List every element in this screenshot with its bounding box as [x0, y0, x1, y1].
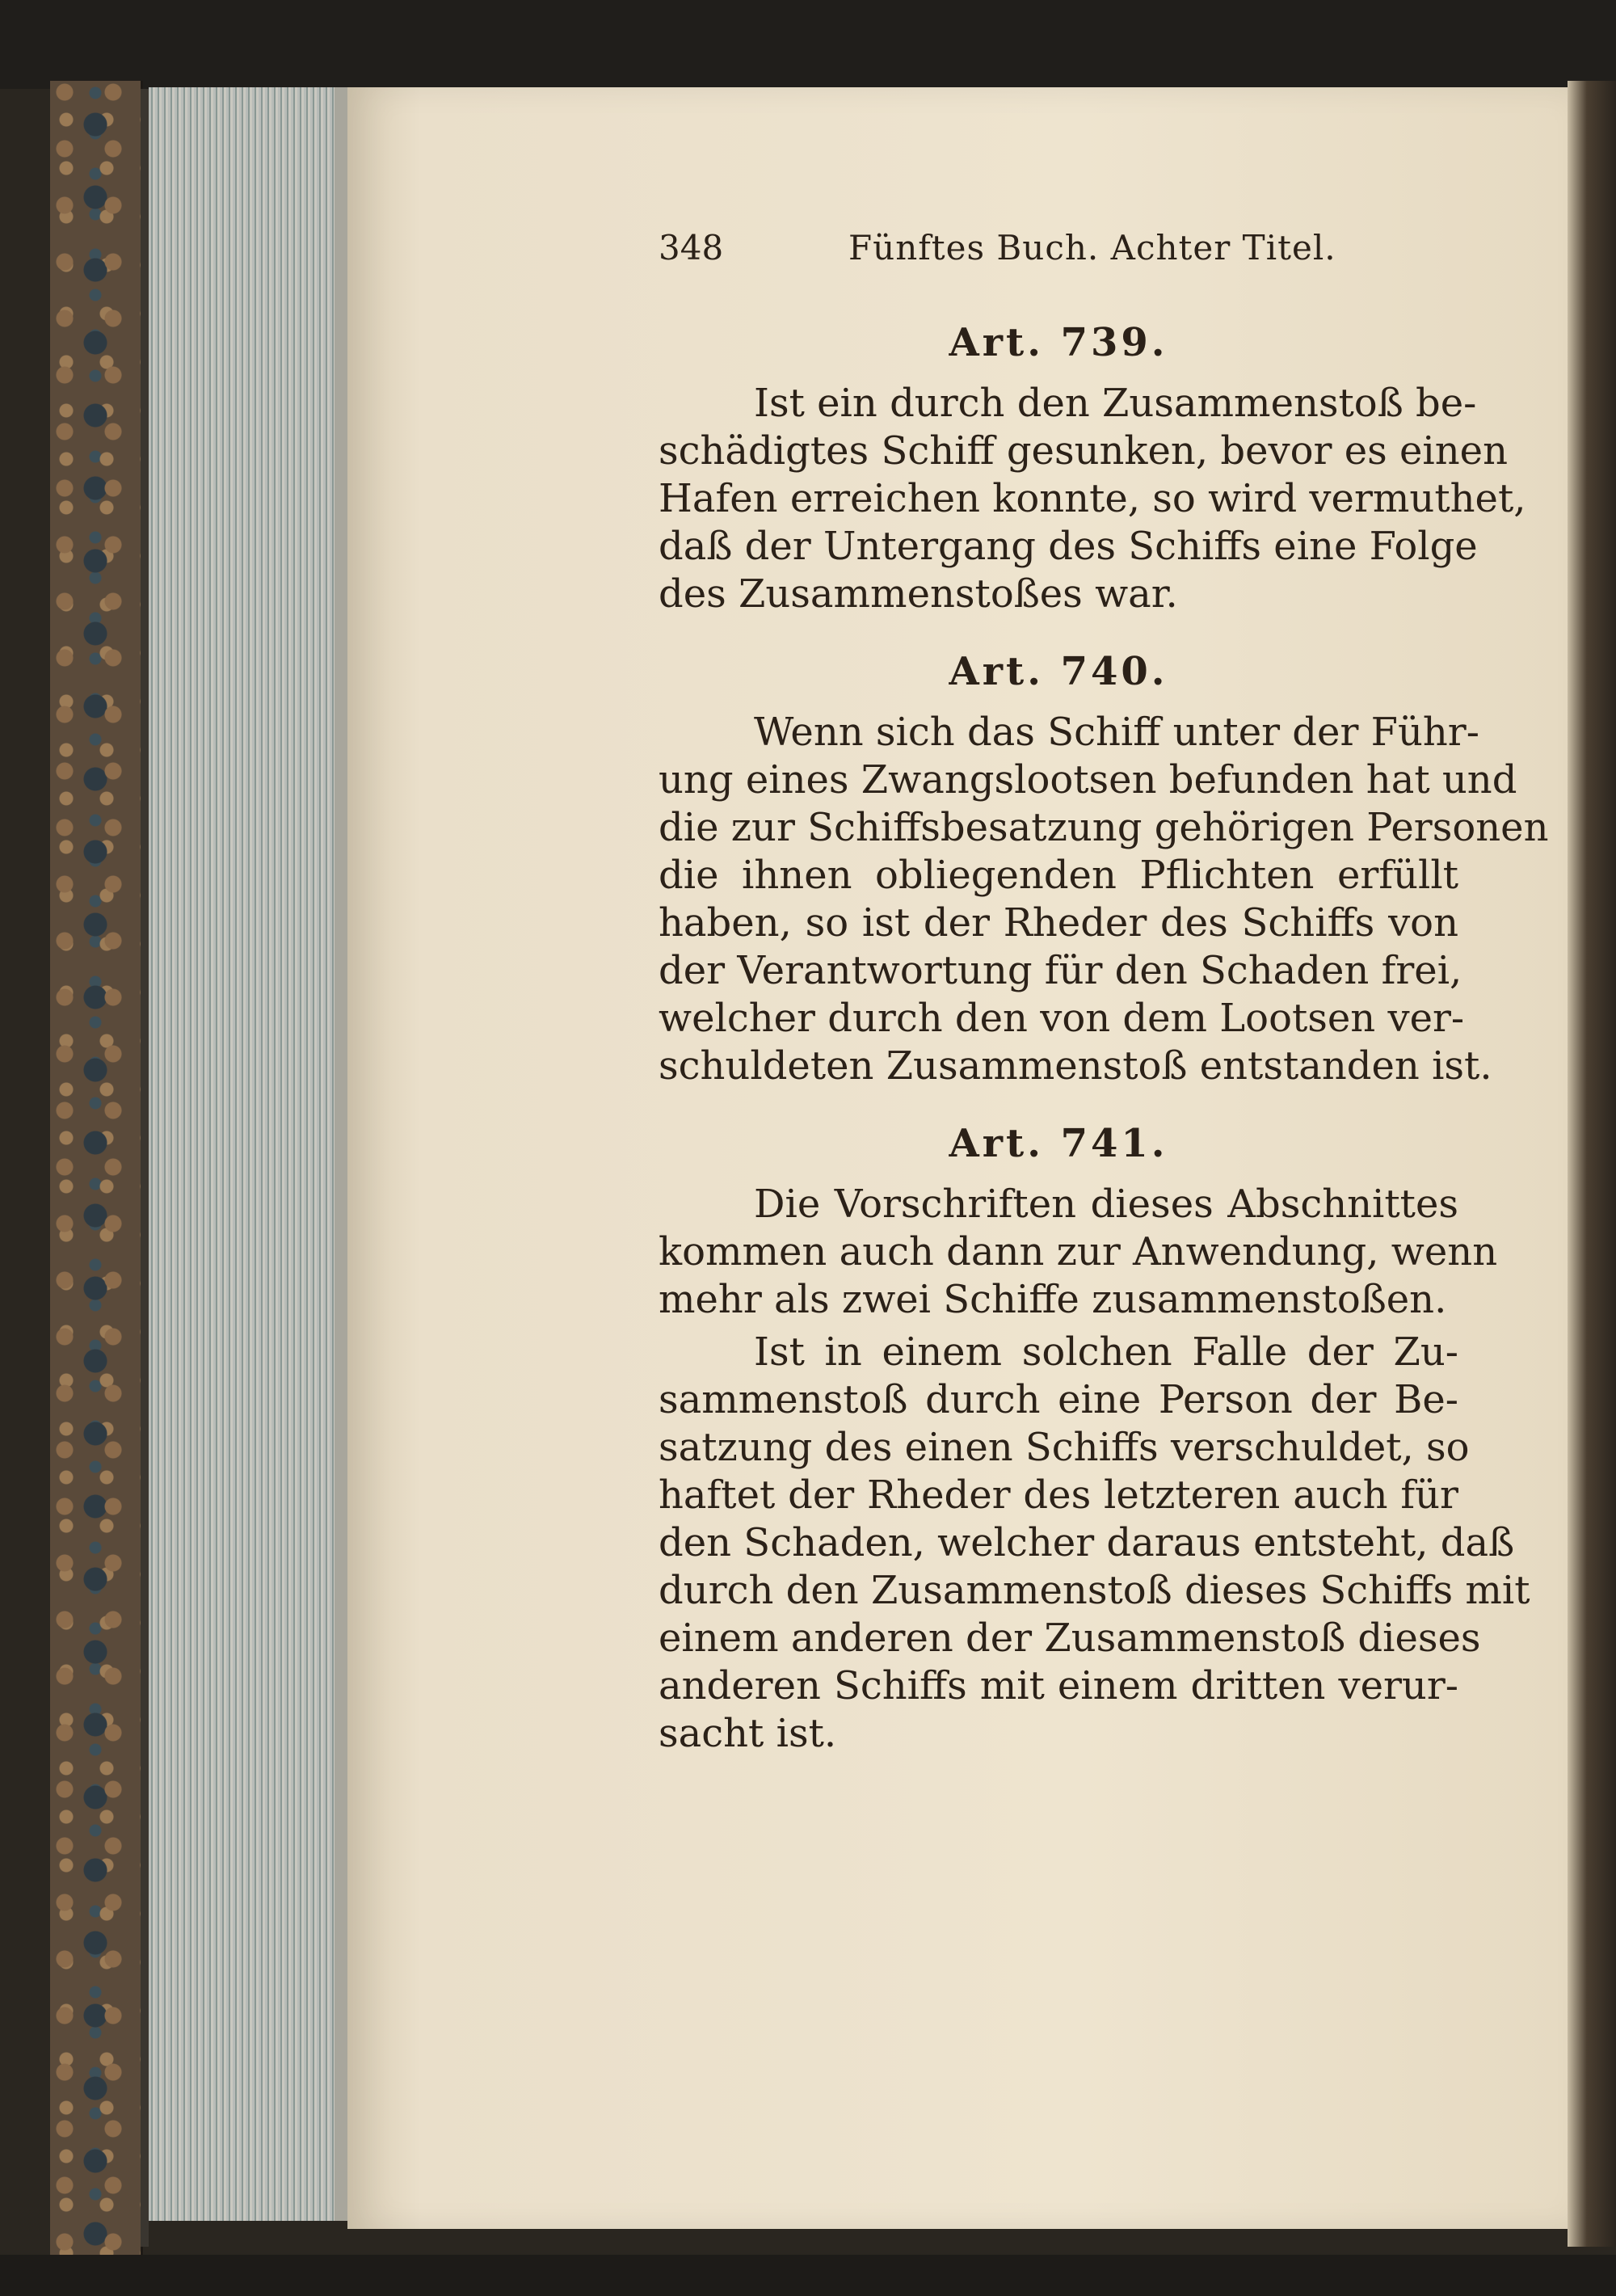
text-line: sacht ist. — [659, 1711, 837, 1756]
marbled-book-cover — [50, 81, 143, 2255]
text-line: schuldeten Zusammenstoß entstanden ist. — [659, 1043, 1492, 1089]
text-line: einem anderen der Zusammenstoß dieses — [659, 1616, 1481, 1661]
page-number: 348 — [659, 228, 724, 268]
text-line: anderen Schiffs mit einem dritten verur- — [659, 1663, 1458, 1708]
scan-background-top — [0, 0, 1616, 89]
text-line: durch den Zusammenstoß dieses Schiffs mit — [659, 1568, 1530, 1613]
article-740-paragraph — [659, 709, 1549, 1090]
text-line: die zur Schiffsbesatzung gehörigen Personen — [659, 805, 1549, 850]
text-line: der Verantwortung für den Schaden frei, — [659, 948, 1462, 993]
text-line: den Schaden, welcher daraus entsteht, daß — [659, 1520, 1515, 1565]
text-line: haben, so ist der Rheder des Schiffs von — [659, 900, 1458, 946]
text-line: haftet der Rheder des letzteren auch für — [659, 1472, 1458, 1518]
article-heading-741: Art. 741. — [949, 1121, 1168, 1166]
text-line: des Zusammenstoßes war. — [659, 571, 1178, 617]
text-line: Ist ein durch den Zusammenstoß be- — [754, 381, 1477, 426]
text-line: Hafen erreichen konnte, so wird vermuthet, — [659, 476, 1526, 521]
text-line: welcher durch den von dem Lootsen ver- — [659, 996, 1465, 1041]
text-line: Die Vorschriften dieses Abschnittes — [754, 1182, 1458, 1227]
article-739-paragraph — [659, 380, 1526, 618]
article-741-paragraph-1 — [659, 1181, 1498, 1324]
text-line: satzung des einen Schiffs verschuldet, so — [659, 1425, 1470, 1470]
text-line: daß der Untergang des Schiffs eine Folge — [659, 524, 1478, 569]
text-line: mehr als zwei Schiffe zusammenstoßen. — [659, 1277, 1447, 1322]
cover-edge — [141, 89, 149, 2247]
article-heading-739: Art. 739. — [949, 320, 1168, 365]
text-line: schädigtes Schiff gesunken, bevor es einen — [659, 428, 1508, 474]
text-line: die ihnen obliegenden Pflichten erfüllt — [659, 853, 1458, 898]
text-line: ung eines Zwangslootsen befunden hat und — [659, 757, 1517, 803]
scan-background-bottom — [0, 2255, 1616, 2296]
running-head-title: Fünftes Buch. Achter Titel. — [848, 228, 1336, 268]
page-text-block — [659, 228, 1549, 1758]
page-edges-stack — [149, 87, 335, 2221]
running-head — [659, 228, 1458, 268]
article-741-paragraph-2 — [659, 1329, 1530, 1758]
text-line: kommen auch dann zur Anwendung, wenn — [659, 1229, 1498, 1274]
text-line: Wenn sich das Schiff unter der Führ- — [754, 710, 1479, 755]
page-right-edge — [1568, 81, 1616, 2247]
text-line: Ist in einem solchen Falle der Zu- — [754, 1329, 1458, 1375]
article-heading-740: Art. 740. — [949, 649, 1168, 694]
text-line: sammenstoß durch eine Person der Be- — [659, 1377, 1458, 1422]
page-edges-inner — [335, 87, 347, 2221]
